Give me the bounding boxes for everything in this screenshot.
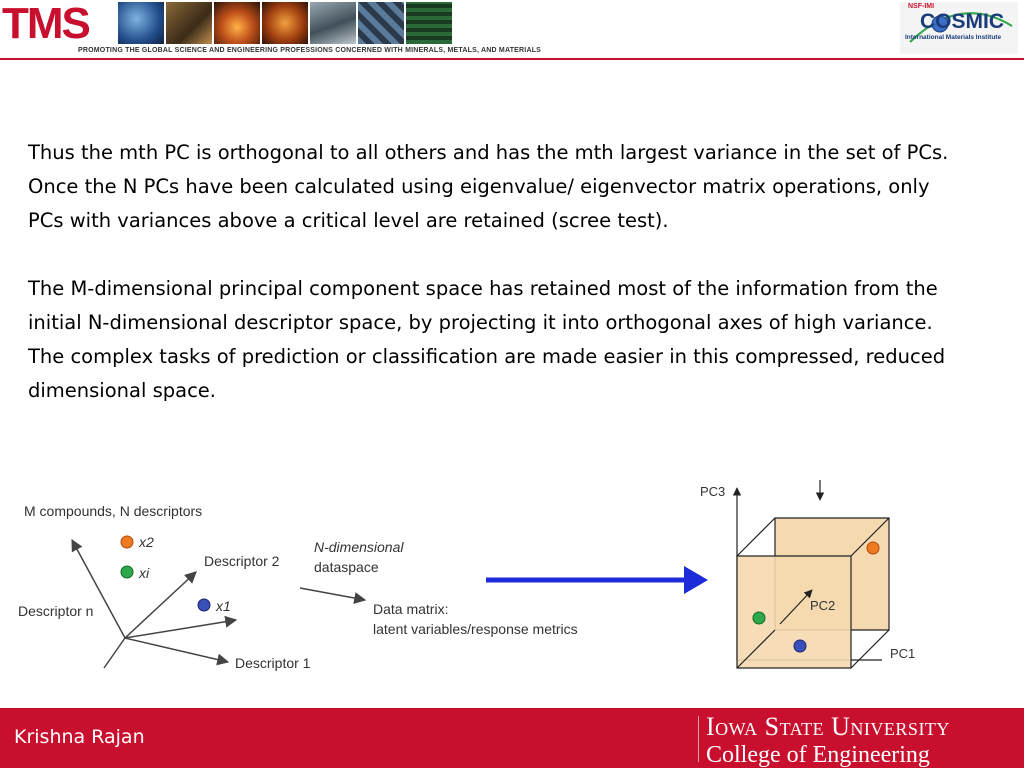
globe-photo (118, 2, 164, 44)
footer-author: Krishna Rajan (14, 726, 145, 748)
cube-point-orange (867, 542, 879, 554)
axis-descriptor-n (72, 540, 125, 638)
pc1-label: PC1 (890, 646, 916, 661)
molten-metal-photo (214, 2, 260, 44)
dataspace-label-2: dataspace (314, 559, 379, 575)
pca-diagram (0, 468, 1024, 678)
tms-tagline: PROMOTING THE GLOBAL SCIENCE AND ENGINEERING PROFESSIONS CONCERNED WITH MINERALS, METALS, AND MATERIALS (78, 47, 542, 54)
point-xi (121, 566, 133, 578)
header-rule (0, 58, 1024, 60)
tms-logo: TMS (2, 0, 89, 48)
footer-college: College of Engineering (706, 742, 930, 768)
point-x1-label: x1 (216, 598, 231, 614)
axis-extra (104, 638, 125, 668)
transform-arrow-head (684, 566, 708, 594)
cube-point-blue (794, 640, 806, 652)
dataspace-label-1: N-dimensional (314, 539, 404, 555)
cosmic-name: COSMIC (920, 10, 1004, 33)
matrix-label-2: latent variables/response metrics (373, 621, 578, 637)
header (0, 0, 1024, 62)
point-xi-label: xi (139, 565, 150, 581)
microstructure-photo (358, 2, 404, 44)
footer (0, 708, 1024, 768)
cube-edge-br (851, 630, 889, 668)
axis-d2-label: Descriptor 2 (204, 553, 280, 569)
point-x1 (198, 599, 210, 611)
lab-photo (310, 2, 356, 44)
cosmic-nsf-label: NSF-IMI (908, 3, 935, 10)
axis-d1-label: Descriptor 1 (235, 655, 311, 671)
industrial-photo (166, 2, 212, 44)
footer-university: Iowa State University (706, 712, 950, 741)
point-x2 (121, 536, 133, 548)
slide-body (28, 136, 958, 442)
paragraph-1: Thus the mth PC is orthogonal to all others and has the mth largest variance in the set of PCs. Once the N PCs have been calculated using eigenvalue/ eigenvector matrix operations, only PCs with variances above a critical level are retained (scree test). (28, 141, 949, 232)
dataspace-arrow (300, 588, 365, 600)
pc3-label: PC3 (700, 484, 726, 499)
footer-divider (698, 716, 699, 762)
diagram-title: M compounds, N descriptors (24, 503, 203, 519)
circuit-photo (406, 2, 452, 44)
axis-dn-label: Descriptor n (18, 603, 94, 619)
pc2-label: PC2 (810, 598, 836, 613)
cube-edge-tl (737, 518, 775, 556)
point-x2-label: x2 (139, 534, 154, 550)
paragraph-2: The M-dimensional principal component space has retained most of the information from the initial N-dimensional descriptor space, by projecting it into orthogonal axes of high variance. The complex tasks of prediction or classification are made easier in this compressed, reduced dimensional space. (28, 277, 946, 402)
cube-point-green (753, 612, 765, 624)
wafer-photo (262, 2, 308, 44)
cosmic-subtitle: International Materials Institute (905, 34, 1002, 41)
axis-descriptor-1 (125, 638, 228, 662)
matrix-label-1: Data matrix: (373, 601, 449, 617)
header-photo-strip (118, 2, 452, 44)
